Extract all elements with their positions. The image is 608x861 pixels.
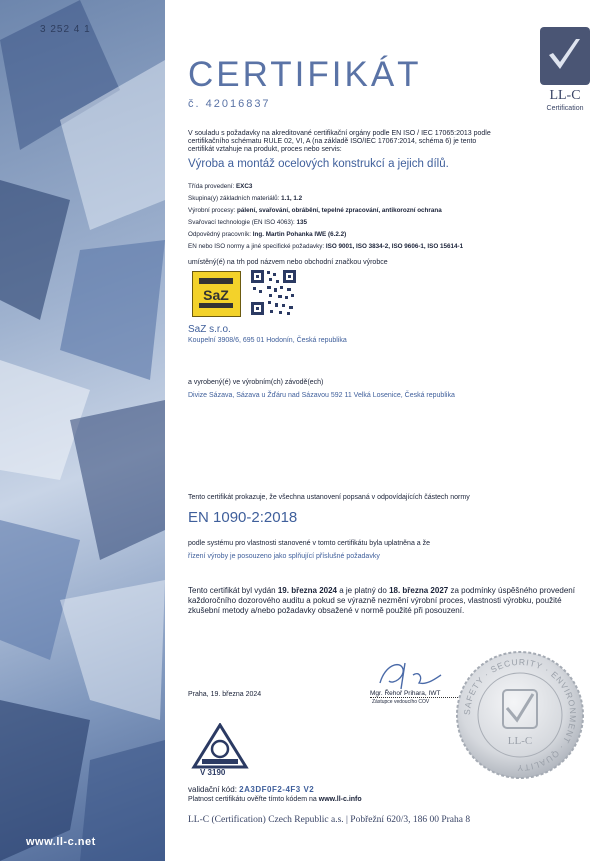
verify-link[interactable]: www.ll-c.info [318, 796, 362, 803]
validity-statement: Tento certifikát byl vydán 19. března 2024 a je platný do 18. března 2027 za podmínky úspěšného provedení každoročního dozorového auditu a pokud se výrazně nezmění výrobní proces, vlastnosti výrobku, použité zkušební metody a/nebo požadavky obsažené v normě použité při posouzení. [188, 586, 575, 615]
checkmark-icon [546, 35, 584, 77]
accreditation-number: V 3190 [200, 768, 226, 777]
plant-address: Divize Sázava, Sázava u Žďáru nad Sázavou 592 11 Velká Losenice, Česká republika [188, 392, 455, 399]
certificate-title: CERTIFIKÁT [188, 55, 422, 94]
company-address: Koupelní 3908/6, 695 01 Hodonín, Česká republika [188, 337, 347, 344]
detail-row: Skupina(y) základních materiálů: 1.1, 1.2 [188, 195, 303, 202]
intro-line-1: V souladu s požadavky na akreditované certifikační orgány podle EN ISO / IEC 17065:2013 podle [188, 130, 491, 137]
norm-designation: EN 1090-2:2018 [188, 509, 298, 526]
validation-code-row: validační kód: 2A3DF0F2-4F3 V2 [188, 785, 315, 794]
detail-row: Třída provedení: EXC3 [188, 183, 253, 190]
signatory-name: Mgr. Řehoř Prihara, IWT [370, 690, 441, 697]
verify-instructions: Platnost certifikátu ověřte tímto kódem na www.ll-c.info [188, 796, 362, 803]
detail-row: Výrobní procesy: pálení, svařování, obrábění, tepelné zpracování, antikorozní ochrana [188, 207, 442, 214]
detail-row: Odpovědný pracovník: Ing. Martin Pohanka IWE (6.2.2) [188, 231, 347, 238]
saz-company-logo [192, 271, 241, 317]
website-link[interactable]: www.ll-c.net [26, 836, 96, 848]
footer-address: LL-C (Certification) Czech Republic a.s. | Pobřežní 620/3, 186 00 Praha 8 [188, 815, 471, 825]
fpc-statement: řízení výroby je posouzeno jako splňující příslušné požadavky [188, 553, 380, 560]
llc-logo [540, 27, 590, 85]
place-date: Praha, 19. března 2024 [188, 691, 262, 698]
svg-text:SaZ: SaZ [203, 287, 229, 303]
qr-code [249, 268, 298, 317]
detail-row: EN nebo ISO normy a jiné specifické požadavky: ISO 9001, ISO 3834-2, ISO 9606-1, ISO 15614-1 [188, 243, 464, 250]
intro-line-3: certifikát vztahuje na produkt, proces nebo servis: [188, 146, 342, 153]
intro-line-2: certifikačního schématu RULE 02, VI, A (na základě ISO/IEC 17067:2014, schéma 6) je tento [188, 138, 477, 145]
applied-label: podle systému pro vlastnosti stanovené v tomto certifikátu byla uplatněna a že [188, 540, 431, 547]
svg-text:LL-C: LL-C [507, 735, 533, 747]
logo-name: LL-C [549, 88, 581, 103]
manufactured-label: a vyrobený(é) ve výrobním(ch) závodě(ech) [188, 379, 324, 386]
validation-code: 2A3DF0F2-4F3 V2 [239, 785, 315, 794]
side-doc-code: 3 252 4 1 [40, 24, 91, 35]
detail-row: Svařovací technologie (EN ISO 4063): 135 [188, 219, 308, 226]
embossed-seal [455, 650, 585, 780]
placed-label: umístěný(é) na trh pod názvem nebo obchodní značkou výrobce [188, 259, 388, 266]
svg-text:SAFETY · SECURITY · ENVIRONMEN: SAFETY · SECURITY · ENVIRONMENT · QUALITY [461, 656, 579, 774]
company-name: SaZ s.r.o. [188, 324, 231, 335]
accreditation-logo [190, 723, 250, 769]
logo-subtitle: Certification [546, 105, 584, 112]
certified-subject: Výroba a montáž ocelových konstrukcí a jejich dílů. [188, 158, 449, 170]
signatory-role: Zástupce vedoucího COV [372, 699, 430, 705]
confirms-label: Tento certifikát prokazuje, že všechna ustanovení popsaná v odpovídajících částech normy [188, 494, 470, 501]
certificate-number: č. 42016837 [188, 98, 271, 110]
